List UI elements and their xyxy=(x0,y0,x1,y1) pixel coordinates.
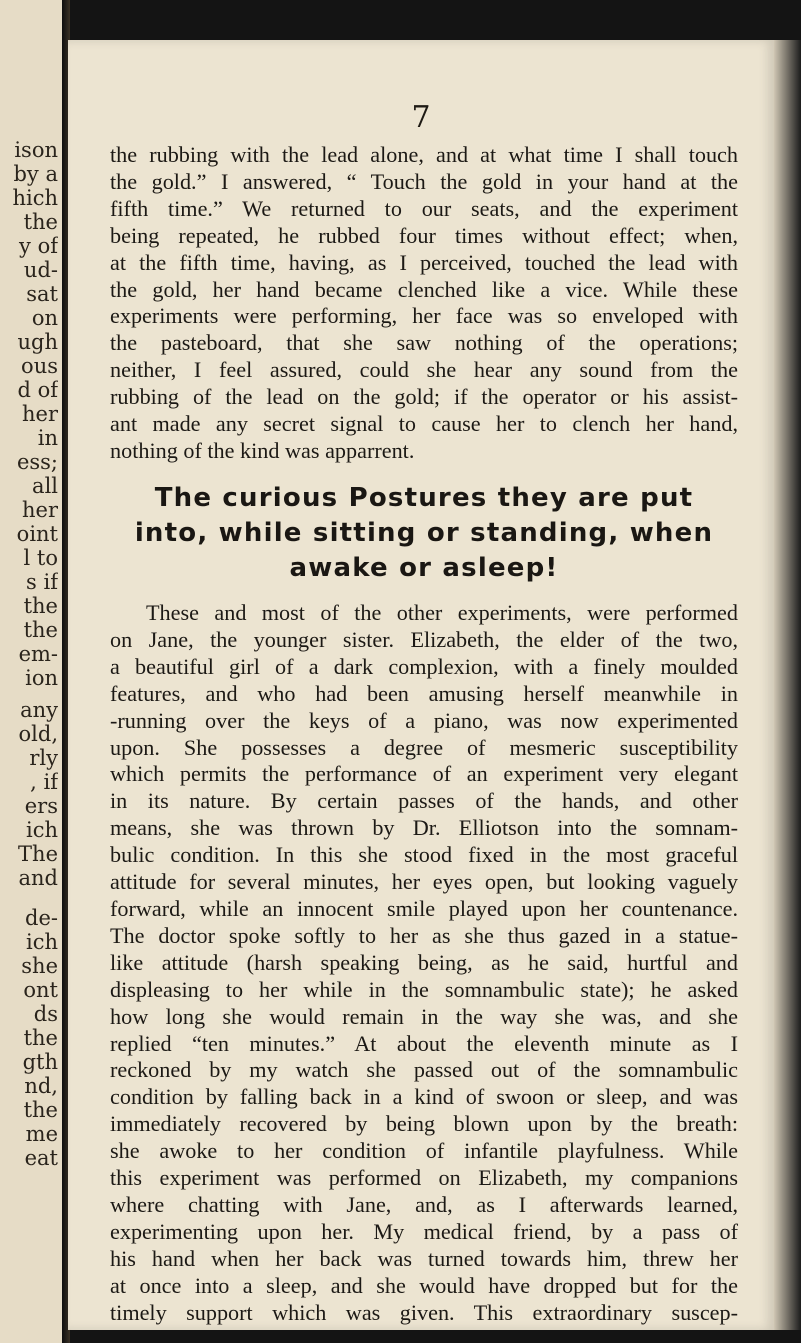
left-page-text-fragment: , if xyxy=(30,770,58,794)
left-page-text-fragment: ud- xyxy=(23,258,58,282)
left-page-text-fragment: ous xyxy=(21,354,58,378)
left-page-text-fragment: rly xyxy=(29,746,58,770)
text-line: features, and who had been amusing herself meanwhile in xyxy=(110,680,738,706)
left-page-text-fragment: The xyxy=(18,842,58,866)
paragraph-2 xyxy=(110,600,738,1326)
left-page-text-fragment: ess; xyxy=(16,450,58,474)
left-page-text-fragment: in xyxy=(37,426,58,450)
left-page-text-fragment: ers xyxy=(24,794,58,818)
left-page-text-fragment: ich xyxy=(25,930,58,954)
book-page xyxy=(68,40,774,1330)
heading-line: awake or asleep! xyxy=(289,553,559,583)
left-page-text-fragment: on xyxy=(31,306,58,330)
text-line: a beautiful girl of a dark complexion, with a finely moulded xyxy=(110,653,738,679)
left-page-text-fragment: ont xyxy=(23,978,58,1002)
text-line: replied “ten minutes.” At about the eleventh minute as I xyxy=(110,1030,738,1056)
text-line: his hand when her back was turned towards him, threw her xyxy=(110,1245,738,1271)
text-line: ant made any secret signal to cause her to clench her hand, xyxy=(110,411,738,437)
text-line: being repeated, he rubbed four times without effect; when, xyxy=(110,222,738,248)
left-page-text-fragment: ison xyxy=(14,138,58,162)
left-page-text-fragment: ugh xyxy=(17,330,58,354)
left-page-text-fragment: eat xyxy=(24,1146,58,1170)
text-line: displeasing to her while in the somnambulic state); he asked xyxy=(110,976,738,1002)
left-page-text-fragment: she xyxy=(21,954,58,978)
heading-line: The curious Postures they are put xyxy=(154,483,694,513)
text-line: condition by falling back in a kind of swoon or sleep, and was xyxy=(110,1084,738,1110)
text-line: where chatting with Jane, and, as I afterwards learned, xyxy=(110,1191,738,1217)
left-page-text-fragment: y of xyxy=(19,234,58,258)
text-line: at once into a sleep, and she would have dropped but for the xyxy=(110,1272,738,1298)
text-line: the rubbing with the lead alone, and at what time I shall touch xyxy=(110,142,738,167)
page-number: 7 xyxy=(411,100,431,135)
left-page-text-fragment: me xyxy=(25,1122,58,1146)
left-page-text-fragment: by a xyxy=(13,162,58,186)
left-page-text-fragment: the xyxy=(23,1026,58,1050)
text-line: the gold, her hand became clenched like a vice. While these xyxy=(110,276,738,302)
heading-line: into, while sitting or standing, when xyxy=(134,518,714,548)
text-line: she awoke to her condition of infantile playfulness. While xyxy=(110,1138,738,1164)
left-page-text-fragment: any xyxy=(20,698,58,722)
text-line: experiments were performing, her face was so enveloped with xyxy=(110,303,738,329)
text-line: neither, I feel assured, could she hear any sound from the xyxy=(110,357,738,383)
left-page-text-fragment: de- xyxy=(25,906,58,930)
text-line: like attitude (harsh speaking being, as he said, hurtful and xyxy=(110,949,738,975)
left-page-text-fragment: her xyxy=(22,498,58,522)
left-page-text-fragment: all xyxy=(32,474,58,498)
text-line: this experiment was performed on Elizabeth, my companions xyxy=(110,1165,738,1191)
right-page-edge xyxy=(774,40,801,1330)
left-page-text-fragment: her xyxy=(22,402,58,426)
left-page-text-fragment: gth xyxy=(22,1050,58,1074)
left-page-text-fragment: ion xyxy=(25,666,58,690)
text-line: immediately recovered by being blown upon by the breath: xyxy=(110,1111,738,1137)
text-line: at the fifth time, having, as I perceived, touched the lead with xyxy=(110,249,738,275)
left-page-text-fragment: the xyxy=(23,210,58,234)
left-page-text-fragment: hich xyxy=(12,186,58,210)
section-heading xyxy=(104,481,744,586)
text-line: bulic condition. In this she stood fixed in the most graceful xyxy=(110,842,738,868)
text-line: the gold.” I answered, “ Touch the gold in your hand at the xyxy=(110,168,738,194)
left-page-edge xyxy=(0,0,64,1343)
left-page-text-fragment: nd, xyxy=(24,1074,58,1098)
text-line: fifth time.” We returned to our seats, and the experiment xyxy=(110,195,738,221)
left-page-text-fragment: sat xyxy=(26,282,58,306)
text-line: upon. She possesses a degree of mesmeric susceptibility xyxy=(110,734,738,760)
left-page-text-fragment: the xyxy=(23,1098,58,1122)
text-line: on Jane, the younger sister. Elizabeth, the elder of the two, xyxy=(110,626,738,652)
left-page-text-fragment: oint xyxy=(16,522,58,546)
left-page-text-fragment: em- xyxy=(18,642,58,666)
text-line: the pasteboard, that she saw nothing of the operations; xyxy=(110,330,738,356)
paragraph-1 xyxy=(110,142,738,465)
text-line: attitude for several minutes, her eyes open, but looking vaguely xyxy=(110,869,738,895)
text-line: These and most of the other experiments, were performed xyxy=(146,600,738,625)
left-page-text-fragment: l to xyxy=(23,546,58,570)
left-page-text-fragment: d of xyxy=(17,378,58,402)
text-line: timely support which was given. This extraordinary suscep- xyxy=(110,1299,738,1325)
text-line: how long she would remain in the way she was, and she xyxy=(110,1003,738,1029)
text-line: experimenting upon her. My medical friend, by a pass of xyxy=(110,1218,738,1244)
text-line: forward, while an innocent smile played upon her countenance. xyxy=(110,895,738,921)
text-line: -running over the keys of a piano, was now experimented xyxy=(110,707,738,733)
text-line: rubbing of the lead on the gold; if the operator or his assist- xyxy=(110,384,738,410)
left-page-text-fragment: the xyxy=(23,618,58,642)
text-line: in its nature. By certain passes of the hands, and other xyxy=(110,788,738,814)
text-line: nothing of the kind was apparrent. xyxy=(110,437,415,463)
left-page-text-fragment: ich xyxy=(25,818,58,842)
text-line: reckoned by my watch she passed out of the somnambulic xyxy=(110,1057,738,1083)
text-line: The doctor spoke softly to her as she thus gazed in a statue- xyxy=(110,922,738,948)
left-page-text-fragment: ds xyxy=(33,1002,58,1026)
left-page-text-fragment: old, xyxy=(18,722,58,746)
text-line: means, she was thrown by Dr. Elliotson into the somnam- xyxy=(110,815,738,841)
left-page-text-fragment: s if xyxy=(26,570,58,594)
text-line: which permits the performance of an experiment very elegant xyxy=(110,761,738,787)
left-page-text-fragment: and xyxy=(18,866,58,890)
left-page-text-fragment: the xyxy=(23,594,58,618)
